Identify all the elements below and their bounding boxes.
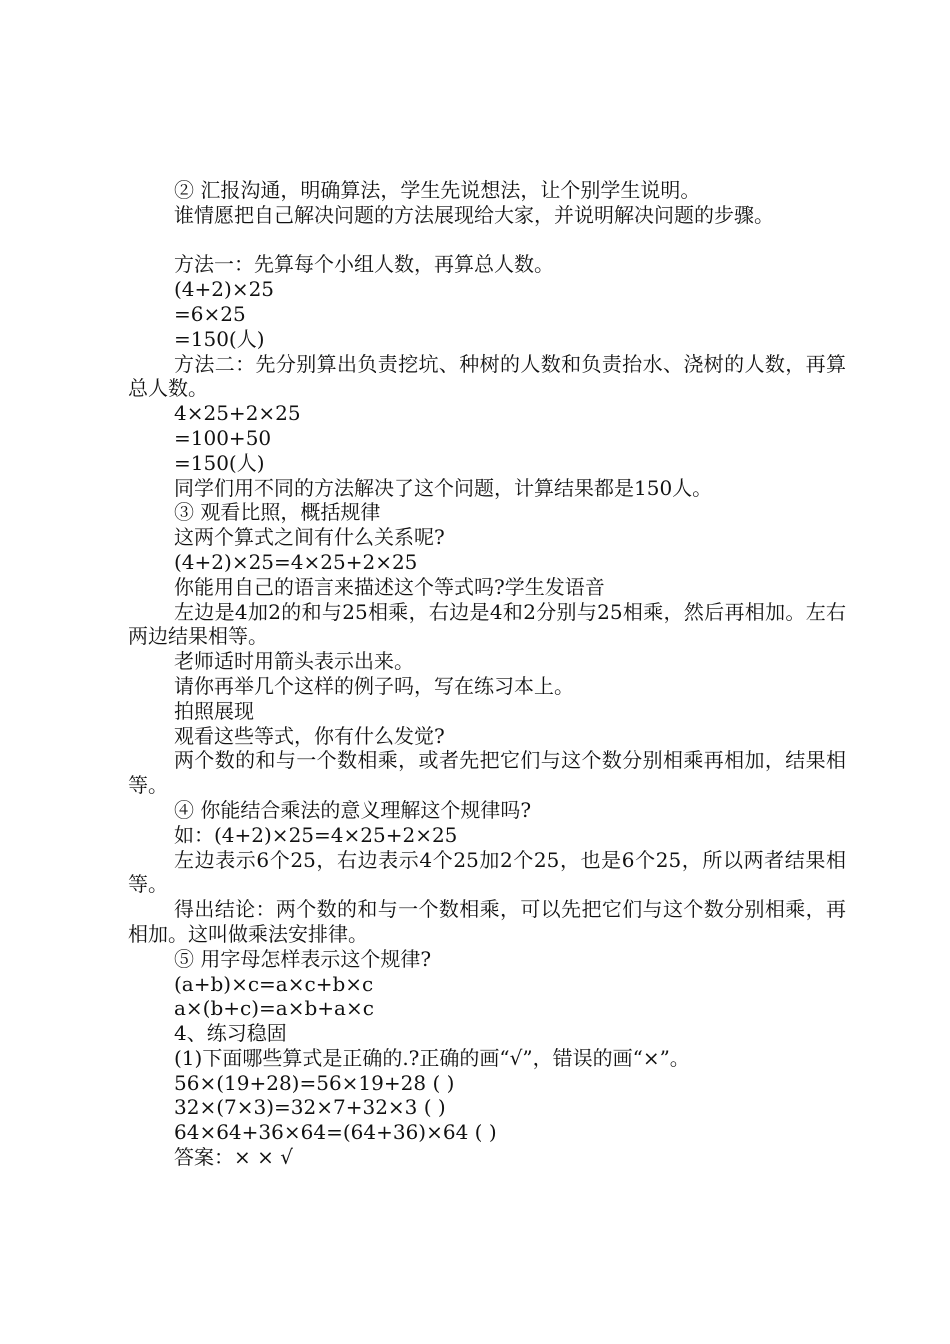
paragraph-explanation: 左边表示6个25，右边表示4个25加2个25，也是6个25，所以两者结果相等。 <box>128 847 846 897</box>
paragraph-photo: 拍照展现 <box>174 698 254 723</box>
exercise-item: 32×(7×3)=32×7+32×3 ( ) <box>174 1095 446 1120</box>
paragraph-report-method: ② 汇报沟通，明确算法，学生先说想法，让个别学生说明。 <box>174 178 701 202</box>
document-body <box>128 178 846 1170</box>
paragraph-teacher-note: 老师适时用箭头表示出来。 <box>174 649 414 674</box>
section-heading-compare: ③ 观看比照，概括规律 <box>174 500 381 525</box>
paragraph-observation: 两个数的和与一个数相乘，或者先把它们与这个数分别相乘再相加，结果相等。 <box>128 748 846 798</box>
formula-line: =6×25 <box>174 301 246 326</box>
paragraph-show-steps: 谁情愿把自己解决问题的方法展现给大家，并说明解决问题的步骤。 <box>174 202 774 227</box>
paragraph-question: 观看这些等式，你有什么发觉? <box>174 723 445 748</box>
exercise-instruction: (1)下面哪些算式是正确的.?正确的画“√”，错误的画“×”。 <box>174 1045 690 1070</box>
section-heading-practice: 4、练习稳固 <box>174 1021 287 1046</box>
paragraph-result: 同学们用不同的方法解决了这个问题，计算结果都是150人。 <box>174 475 713 500</box>
formula-line: =100+50 <box>174 425 272 450</box>
paragraph-question: 你能用自己的语言来描述这个等式吗?学生发语音 <box>174 574 605 599</box>
paragraph-explanation: 左边是4加2的和与25相乘，右边是4和2分别与25相乘，然后再相加。左右两边结果相等。 <box>128 599 846 649</box>
exercise-item: 56×(19+28)=56×19+28 ( ) <box>174 1070 455 1095</box>
exercise-item: 64×64+36×64=(64+36)×64 ( ) <box>174 1120 497 1145</box>
formula-line: (4+2)×25 <box>174 277 275 302</box>
section-heading-letters: ⑤ 用字母怎样表示这个规律? <box>174 946 432 971</box>
blank-line <box>128 228 846 253</box>
formula-line: (4+2)×25=4×25+2×25 <box>174 549 418 574</box>
formula-line: 4×25+2×25 <box>174 401 301 426</box>
paragraph-question: 这两个算式之间有什么关系呢? <box>174 525 445 550</box>
paragraph-method-one: 方法一：先算每个小组人数，再算总人数。 <box>174 252 554 277</box>
formula-line: a×(b+c)=a×b+a×c <box>174 996 374 1021</box>
formula-line: =150(人) <box>174 326 265 351</box>
formula-line: =150(人) <box>174 450 265 475</box>
paragraph-method-two: 方法二：先分别算出负责挖坑、种树的人数和负责抬水、浇树的人数，再算总人数。 <box>128 351 846 401</box>
answer-line: 答案：× × √ <box>174 1145 293 1170</box>
paragraph-instruction: 请你再举几个这样的例子吗，写在练习本上。 <box>174 673 574 698</box>
formula-line: 如：(4+2)×25=4×25+2×25 <box>174 822 458 847</box>
formula-line: (a+b)×c=a×c+b×c <box>174 971 374 996</box>
section-heading-meaning: ④ 你能结合乘法的意义理解这个规律吗? <box>174 797 532 822</box>
paragraph-conclusion: 得出结论：两个数的和与一个数相乘，可以先把它们与这个数分别相乘，再相加。这叫做乘法安排律。 <box>128 897 846 946</box>
